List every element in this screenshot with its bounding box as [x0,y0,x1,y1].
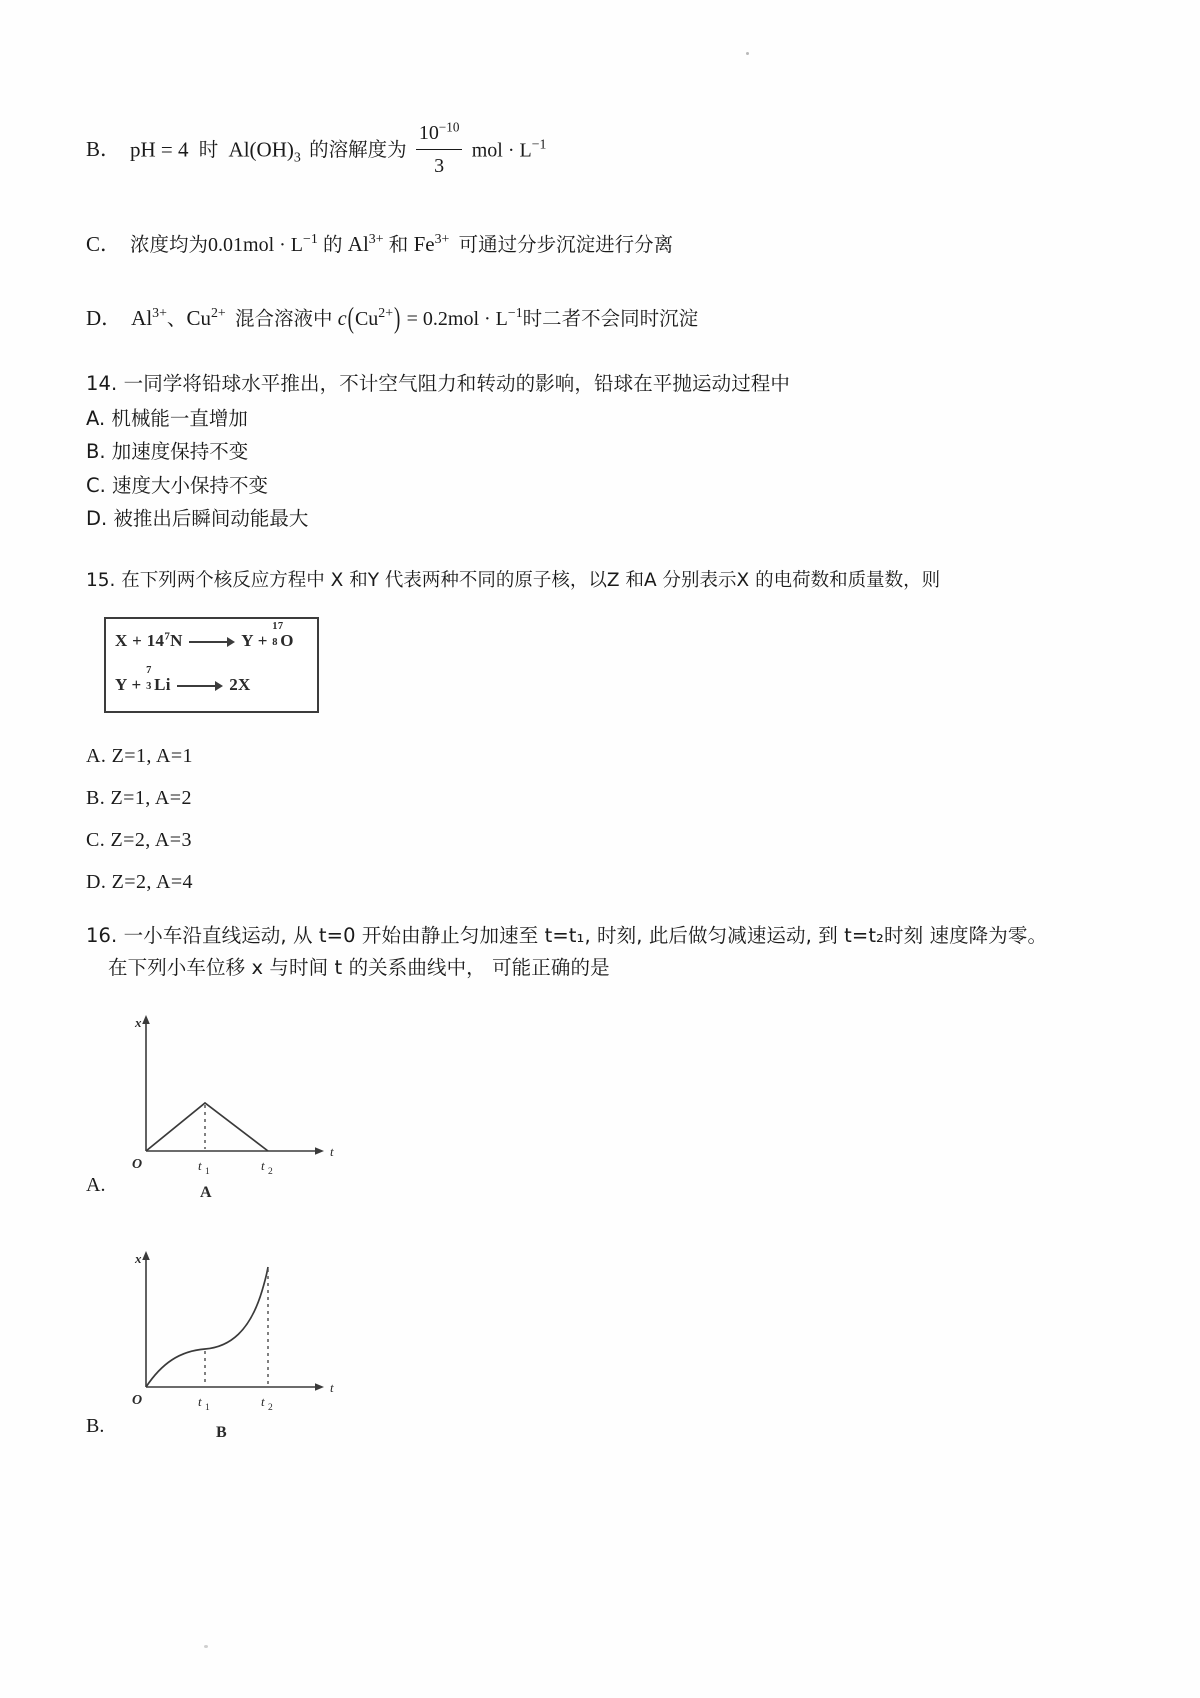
eq1-reaction-arrow-icon [189,637,235,647]
fraction-10e-10-over-3 [416,118,463,181]
eq1-oxygen-symbol: O [280,631,294,651]
eq1-nitrogen-sup: 7 [164,630,171,643]
chem-option-b-content [130,120,546,183]
eq2-lithium-mass: 7 [146,665,152,677]
eq2-plus-1: + [131,675,142,695]
eq2-product-2x: 2X [229,675,251,695]
question-15-stem: 15. 在下列两个核反应方程中 X 和Y 代表两种不同的原子核，以Z 和A 分别表示X 的电荷数和质量数，则 [86,569,941,591]
page-artifact-dot-top [746,52,749,55]
chem-option-c [86,229,1116,261]
question-16-graph-b [86,1245,1116,1455]
al-ion: Al [347,232,369,256]
no-simultaneous-precipitation-text: 时二者不会同时沉淀 [522,306,699,330]
svg-text:t: t [330,1144,334,1160]
concentration-value: 0.01mol · L [208,234,304,256]
numerator-exponent: −10 [438,119,460,135]
concentration-exponent: −1 [303,231,318,246]
eq2-lithium-symbol: Li [154,675,171,695]
concentration-function: c [337,307,347,330]
question-14-choices [86,402,1116,536]
chem-option-c-content [130,229,673,261]
question-14-stem: 14. 一同学将铅球水平推出，不计空气阻力和转动的影响，铅球在平抛运动过程中 [86,372,791,395]
graph-b-option-label: B. [86,1415,105,1438]
svg-text:t: t [261,1158,265,1174]
svg-text:t: t [198,1394,202,1410]
eq2-reaction-arrow-icon [177,681,223,691]
chem-option-d [86,303,1116,335]
svg-text:O: O [132,1157,143,1173]
svg-text:x: x [135,1015,142,1031]
al-ion-d-charge: 3+ [152,304,167,320]
question-14-choice-d: D. 被推出后瞬间动能最大 [86,507,309,531]
question-16-stem-line-1: 16. 一小车沿直线运动, 从 t=0 开始由静止匀加速至 t=t₁, 时刻, 此后做匀减速运动, 到 t=t₂时刻 速度降为零。 [86,924,1048,948]
separation-text: 可通过分步沉淀进行分离 [458,233,674,256]
unit-exponent: −1 [531,136,547,152]
question-15-choice-c: C. Z=2, A=3 [86,829,192,852]
fraction-numerator [416,118,463,149]
mixed-solution-text: 混合溶液中 [234,306,333,330]
eq1-nitrogen-mass: 14 [146,631,165,651]
cu-ion-d: Cu [186,305,211,330]
eq1-plus-2: + [257,631,268,651]
al-ion-charge: 3+ [368,231,384,246]
chem-option-c-label: C． [86,232,122,256]
fe-ion: Fe [413,232,435,256]
eq1-nitrogen-symbol: N [170,631,183,651]
eq1-oxygen-mass: 17 [272,621,284,633]
he-char: 和 [388,233,409,256]
question-14-choice-c: C. 速度大小保持不变 [86,473,269,497]
eq2-lithium-isotope [146,665,171,695]
de-char-c: 的 [323,233,343,256]
svg-text:1: 1 [205,1167,210,1178]
svg-text:A: A [200,1184,212,1202]
question-16-graph-a [86,1009,1116,1219]
equals-value-exponent: −1 [507,304,523,320]
eq1-nucleus-x: X [115,631,128,651]
svg-text:t: t [330,1380,334,1396]
paren-open: ( [347,302,354,335]
graph-b-svg [104,1245,364,1450]
aloh3-subscript: 3 [293,149,301,165]
al-ion-d: Al [131,305,153,330]
eq2-lithium-z: 3 [146,681,152,693]
svg-text:2: 2 [268,1167,273,1178]
solubility-text: 的溶解度为 [309,138,407,162]
question-14-choice-a: A. 机械能一直增加 [86,406,248,430]
numerator-base: 10 [418,122,439,144]
svg-text:B: B [216,1424,227,1442]
svg-text:t: t [261,1394,265,1410]
concentration-text: 浓度均为 [130,233,209,256]
question-15 [86,566,1116,895]
aloh3-formula: Al(OH) [228,137,294,162]
unit-mol-per-l: mol · L [471,139,532,162]
svg-text:1: 1 [205,1403,210,1414]
question-15-choice-b: B. Z=1, A=2 [86,787,192,810]
eq1-product-y: Y [241,631,254,651]
nuclear-reaction-box [104,617,319,713]
fe-ion-charge: 3+ [434,231,450,246]
nuclear-equation-2 [115,665,251,695]
chem-option-b-label: B． [86,137,122,162]
fraction-denominator: 3 [434,155,445,177]
page-content [86,120,1116,1455]
eq1-plus-1: + [132,631,143,651]
question-14 [86,368,1116,536]
chem-option-b [86,120,1116,183]
graph-a-svg [104,1009,364,1209]
graph-a-option-label: A. [86,1174,106,1197]
ph-expression: pH = 4 [130,137,189,162]
question-14-choice-b: B. 加速度保持不变 [86,440,249,464]
svg-text:t: t [198,1158,202,1174]
svg-text:2: 2 [268,1403,273,1414]
question-16 [86,920,1116,1455]
chem-option-d-content [131,303,698,335]
eq1-oxygen-z: 8 [272,637,278,649]
eq2-nucleus-y: Y [115,675,127,695]
page-artifact-dot-bottom [204,1645,208,1648]
cu-ion-inner-charge: 2+ [378,304,394,320]
shi-char: 时 [198,138,219,162]
nuclear-equation-1 [115,621,294,651]
ion-separator: 、 [166,306,187,330]
paren-close: ) [394,302,401,335]
equals-value: = 0.2mol · L [406,307,508,330]
question-16-stem-line-2: 在下列小车位移 x 与时间 t 的关系曲线中， 可能正确的是 [108,955,610,979]
svg-text:x: x [135,1251,142,1267]
eq1-oxygen-isotope [272,621,294,651]
question-15-choices [86,745,1116,894]
question-15-choice-d: D. Z=2, A=4 [86,871,193,894]
cu-ion-d-charge: 2+ [210,304,226,320]
svg-text:O: O [132,1393,143,1409]
chem-option-d-label: D． [86,305,123,330]
question-15-choice-a: A. Z=1, A=1 [86,745,193,768]
cu-ion-inner: Cu [354,307,379,330]
